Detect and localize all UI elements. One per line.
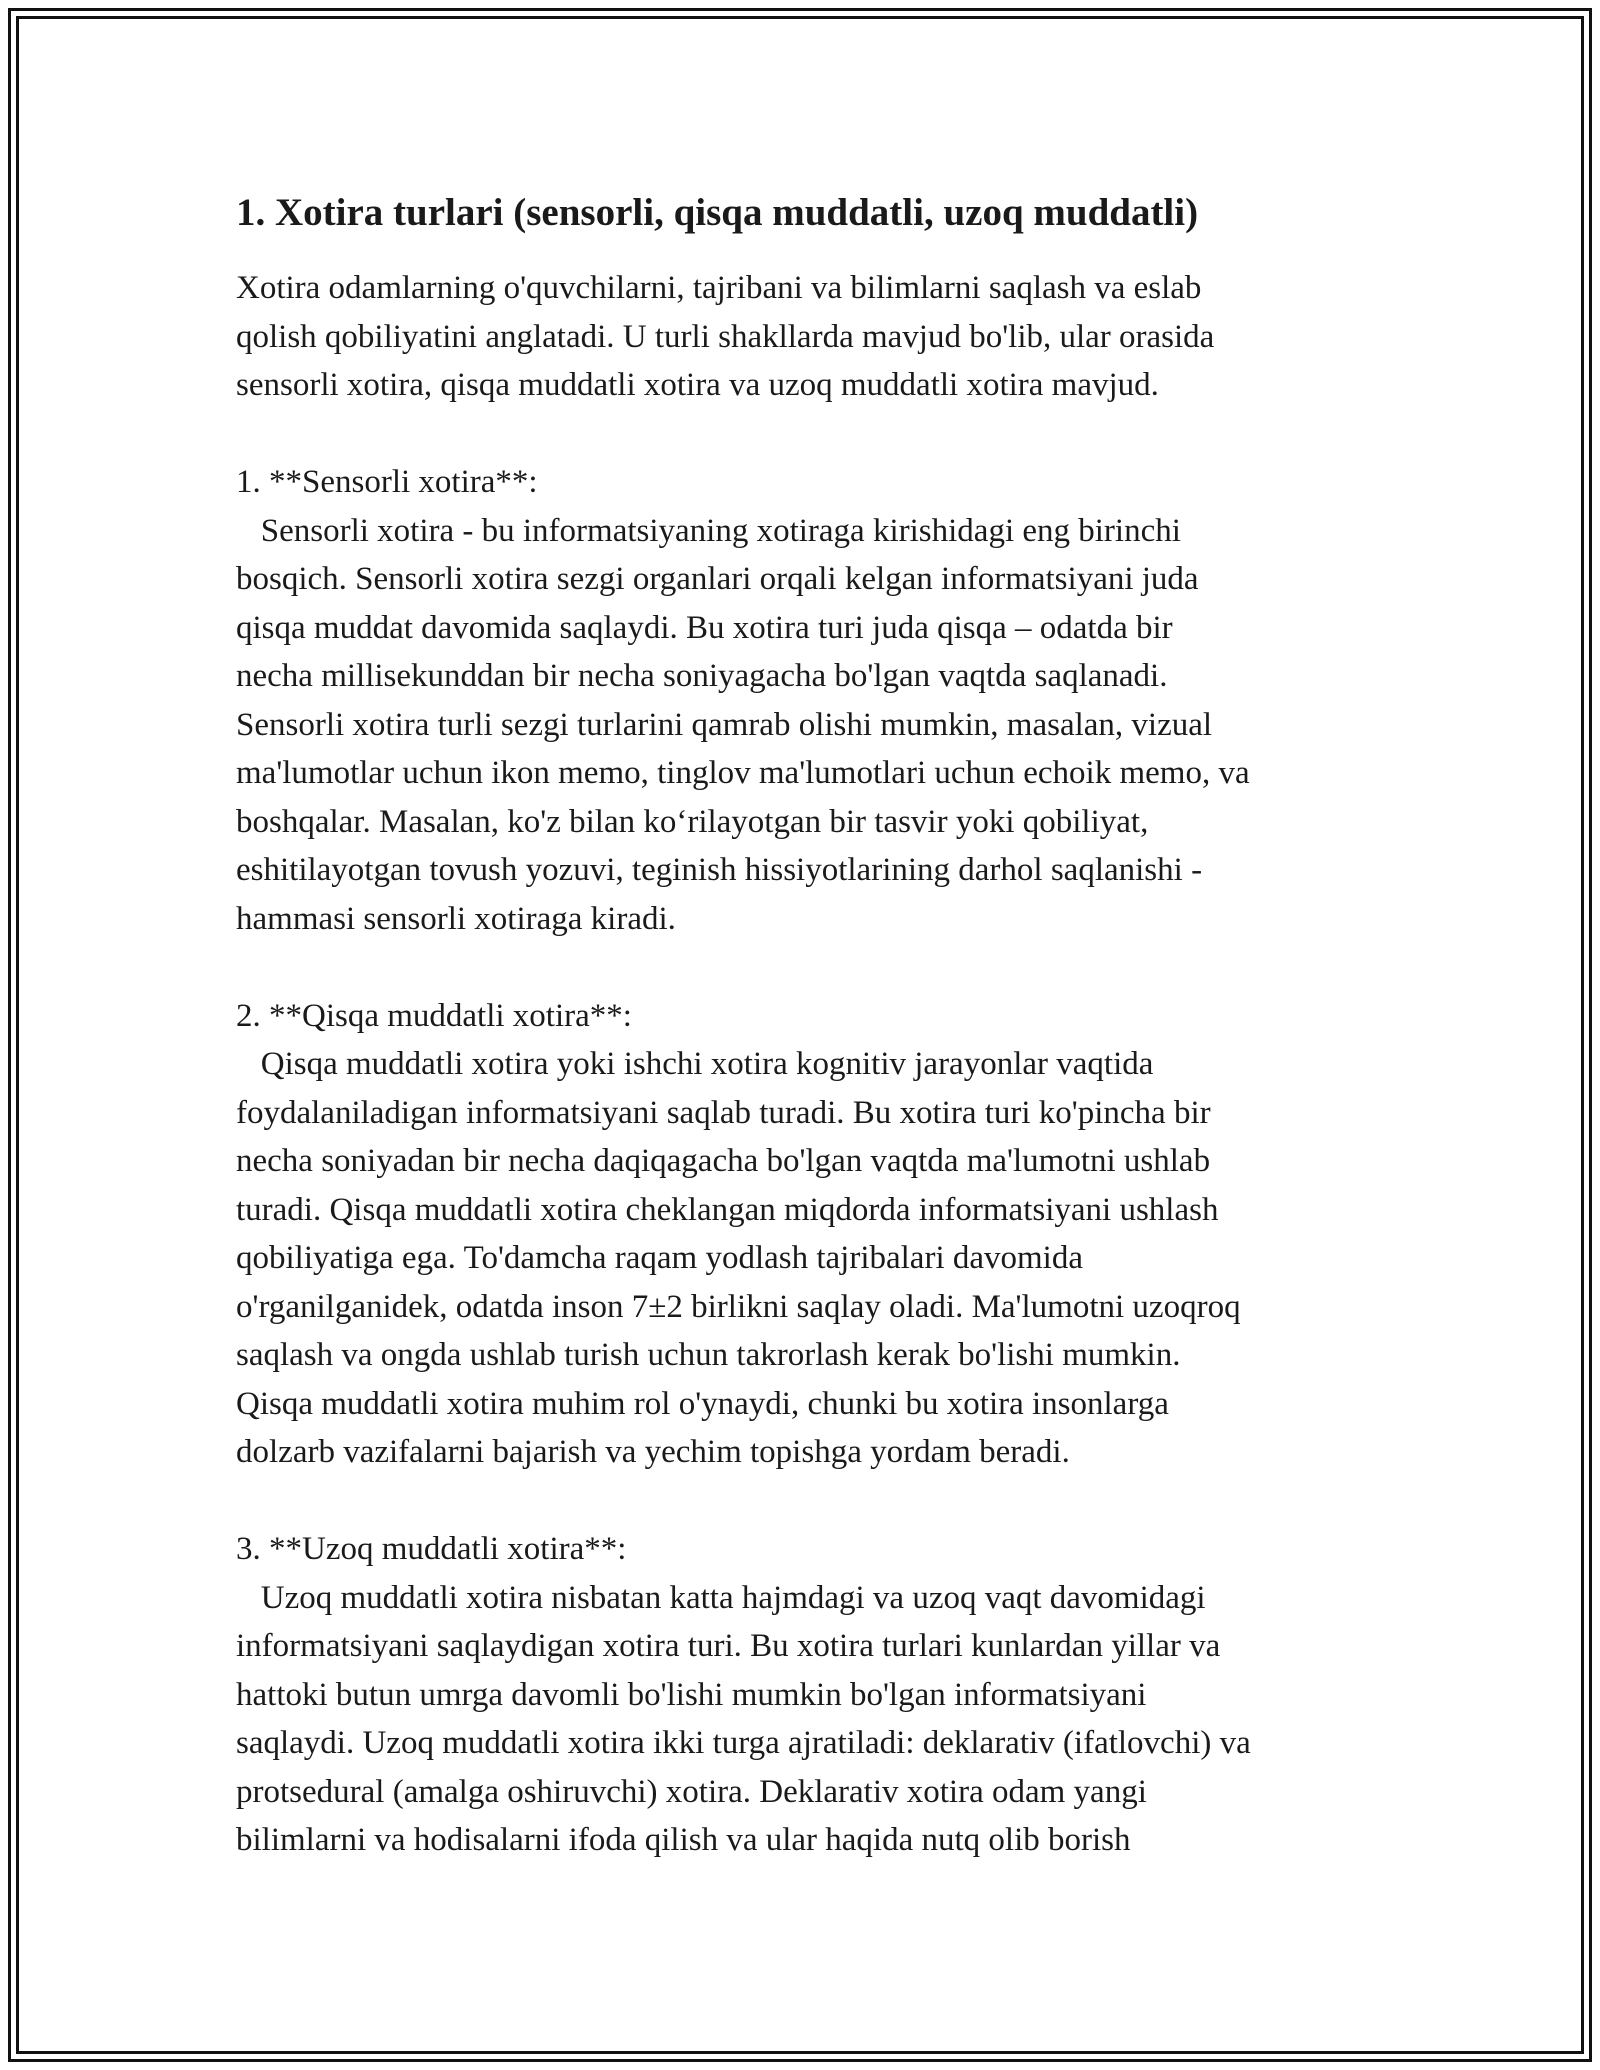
text-line: hammasi sensorli xotiraga kiradi.: [236, 900, 676, 937]
text-line: saqlash va ongda ushlab turish uchun takrorlash kerak bo'lishi mumkin.: [236, 1337, 1181, 1373]
text-line: saqlaydi. Uzoq muddatli xotira ikki turga ajratiladi: deklarativ (ifatlovchi) va: [236, 1725, 1251, 1761]
subsection-title: 1. **Sensorli xotira**:: [236, 464, 538, 500]
long-term-memory-section: [236, 1525, 1376, 1865]
text-line: qisqa muddat davomida saqlaydi. Bu xotira turi juda qisqa – odatda bir: [236, 609, 1173, 646]
text-line: necha millisekunddan bir necha soniyagacha bo'lgan vaqtda saqlanadi.: [236, 658, 1168, 694]
text-line: protsedural (amalga oshiruvchi) xotira. Deklarativ xotira odam yangi: [236, 1773, 1147, 1810]
text-line: Xotira odamlarning o'quvchilarni, tajribani va bilimlarni saqlash va eslab: [236, 270, 1202, 306]
blank-line: [236, 410, 1376, 459]
text-line: informatsiyani saqlaydigan xotira turi. Bu xotira turlari kunlardan yillar va: [236, 1628, 1221, 1664]
short-term-memory-section: [236, 992, 1376, 1477]
document-body: [236, 188, 1376, 1865]
section-heading: 1. Xotira turlari (sensorli, qisqa muddatli, uzoq muddatli): [236, 191, 1199, 234]
text-line: hattoki butun umrga davomli bo'lishi mumkin bo'lgan informatsiyani: [236, 1676, 1147, 1713]
text-line: boshqalar. Masalan, ko'z bilan ko‘rilayotgan bir tasvir yoki qobiliyat,: [236, 803, 1149, 840]
blank-line: [236, 1477, 1376, 1526]
subsection-title: 3. **Uzoq muddatli xotira**:: [236, 1531, 627, 1567]
text-line: Uzoq muddatli xotira nisbatan katta hajmdagi va uzoq vaqt davomidagi: [236, 1579, 1206, 1616]
text-line: qobiliyatiga ega. To'damcha raqam yodlash tajribalari davomida: [236, 1240, 1083, 1276]
text-line: dolzarb vazifalarni bajarish va yechim topishga yordam beradi.: [236, 1434, 1070, 1470]
text-line: Qisqa muddatli xotira yoki ishchi xotira kognitiv jarayonlar vaqtida: [236, 1046, 1154, 1082]
text-line: sensorli xotira, qisqa muddatli xotira va uzoq muddatli xotira mavjud.: [236, 367, 1159, 403]
text-line: necha soniyadan bir necha daqiqagacha bo'lgan vaqtda ma'lumotni ushlab: [236, 1143, 1211, 1179]
text-line: turadi. Qisqa muddatli xotira cheklangan miqdorda informatsiyani ushlash: [236, 1191, 1219, 1228]
intro-paragraph: [236, 264, 1376, 410]
blank-line: [236, 943, 1376, 992]
text-line: bilimlarni va hodisalarni ifoda qilish va ular haqida nutq olib borish: [236, 1822, 1131, 1858]
text-line: qolish qobiliyatini anglatadi. U turli shakllarda mavjud bo'lib, ular orasida: [236, 318, 1215, 355]
text-line: ma'lumotlar uchun ikon memo, tinglov ma'lumotlari uchun echoik memo, va: [236, 755, 1250, 791]
text-line: Qisqa muddatli xotira muhim rol o'ynaydi, chunki bu xotira insonlarga: [236, 1385, 1169, 1422]
text-line: Sensorli xotira turli sezgi turlarini qamrab olishi mumkin, masalan, vizual: [236, 706, 1213, 743]
subsection-title: 2. **Qisqa muddatli xotira**:: [236, 997, 632, 1034]
sensory-memory-section: [236, 458, 1376, 943]
text-line: eshitilayotgan tovush yozuvi, teginish hissiyotlarining darhol saqlanishi -: [236, 852, 1203, 888]
text-line: o'rganilganidek, odatda inson 7±2 birlikni saqlay oladi. Ma'lumotni uzoqroq: [236, 1288, 1241, 1325]
text-line: Sensorli xotira - bu informatsiyaning xotiraga kirishidagi eng birinchi: [236, 512, 1181, 549]
text-line: foydalaniladigan informatsiyani saqlab turadi. Bu xotira turi ko'pincha bir: [236, 1094, 1211, 1131]
text-line: bosqich. Sensorli xotira sezgi organlari orqali kelgan informatsiyani juda: [236, 561, 1199, 597]
